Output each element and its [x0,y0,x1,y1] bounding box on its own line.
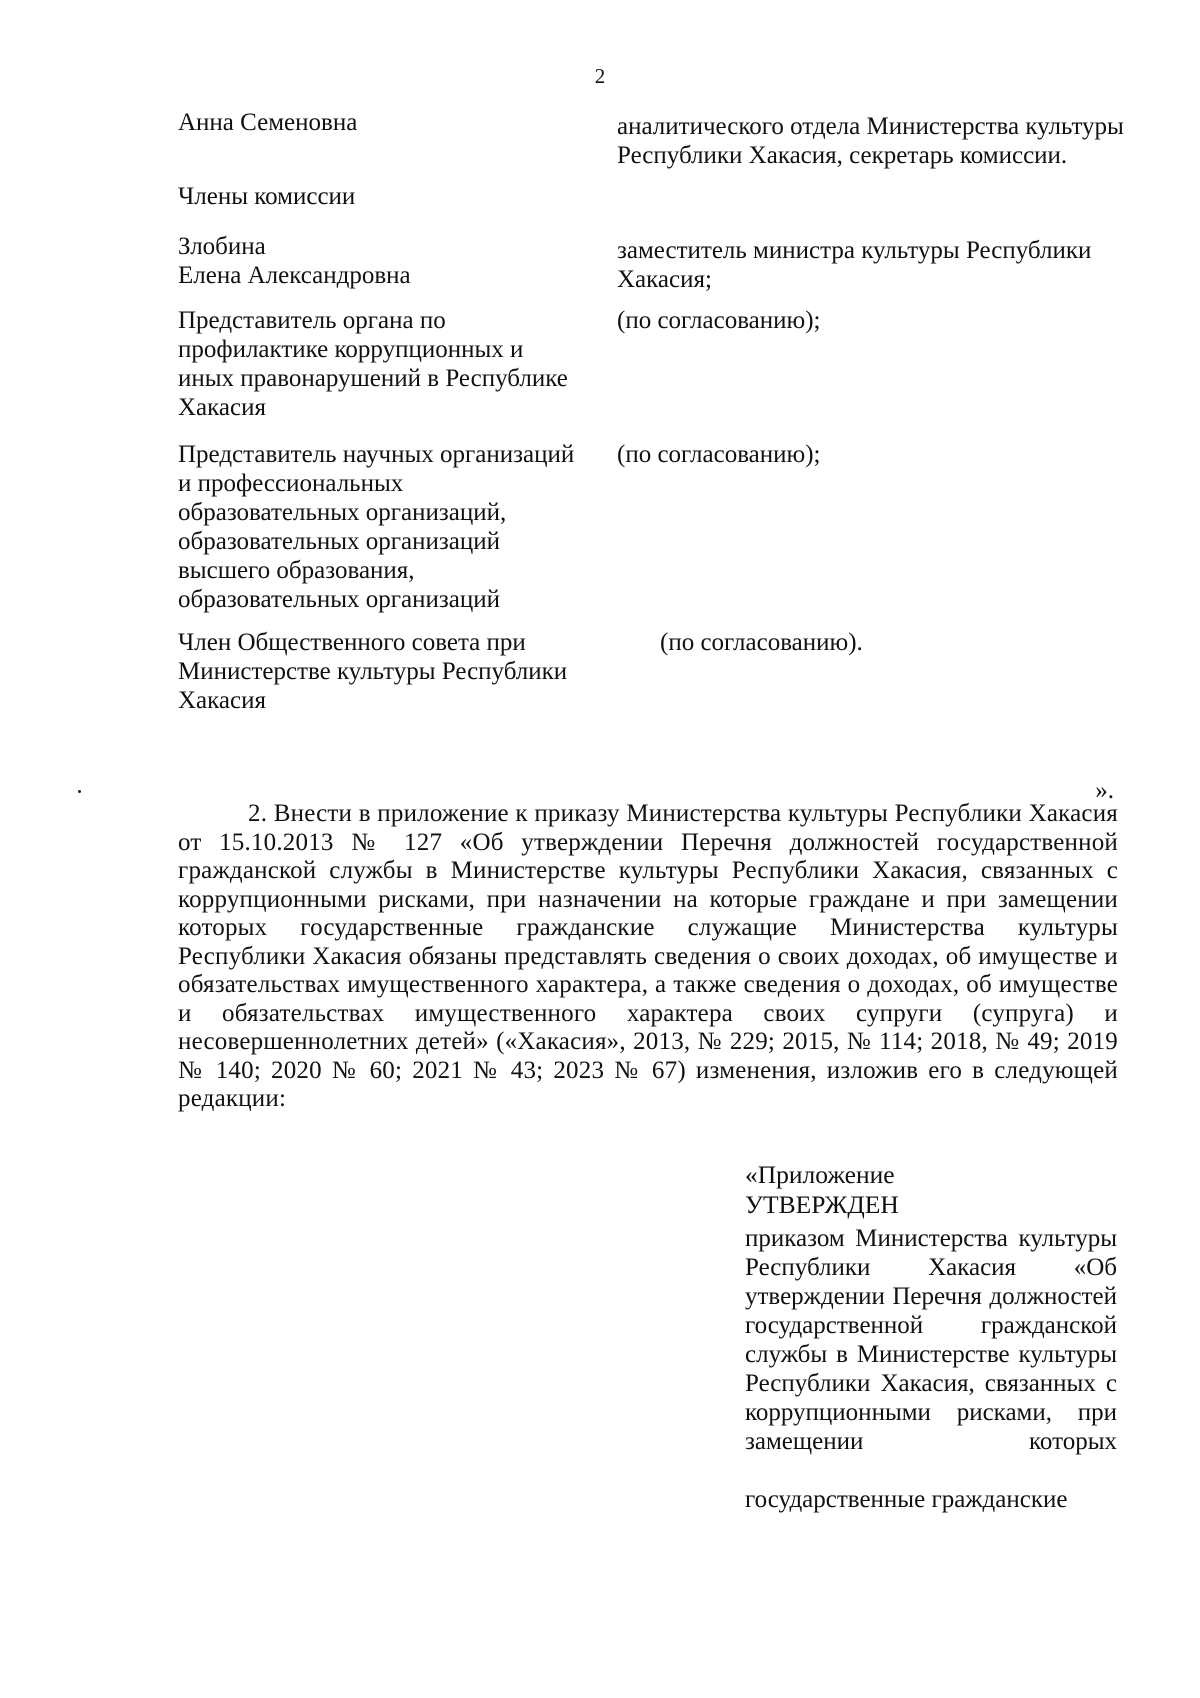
member-role-3: (по согласованию); [617,307,821,334]
page-number: 2 [594,64,606,88]
approval-last-line: государственные гражданские [745,1486,1068,1513]
member-role-5: (по согласованию). [660,629,863,656]
amendment-paragraph-text: 2. Внести в приложение к приказу Министерства культуры Республики Хакасия от 15.10.2013 № 127 «Об утверждении Перечня должностей государственной гражданской службы в Министерстве культуры Республики Хакасия, связанных с коррупционными рисками, при назначении на которые граждане и при замещении которых государственные гражданские служащие Министерства культуры Республики Хакасия обязаны представлять сведения о своих доходах, об имуществе и обязательствах имущественного характера, а также сведения о доходах, об имуществе и обязательствах имущественного характера своих супруги (супруга) и несовершеннолетних детей» («Хакасия», 2013, № 229; 2015, № 114; 2018, № 49; 2019 № 140; 2020 № 60; 2021 № 43; 2023 № 67) изменения, изложив его в следующей редакции: [178,800,1118,1112]
member-role-2: заместитель министра культуры Республики Хакасия; [617,237,1092,293]
scan-speck [78,790,81,793]
member-role-1: аналитического отдела Министерства культуры Республики Хакасия, секретарь комиссии. [617,113,1124,169]
amendment-paragraph [178,800,1118,1114]
members-heading: Члены комиссии [178,183,356,210]
member-name-4: Представитель научных организаций и профессиональных образовательных организаций, образовательных организаций высшего образования, образовательных организаций [178,441,575,613]
member-name-2: Злобина Елена Александровна [178,233,411,289]
member-name-5: Член Общественного совета при Министерстве культуры Республики Хакасия [178,629,568,714]
member-name-1: Анна Семеновна [178,109,358,136]
approval-header: «Приложение УТВЕРЖДЕН [745,1160,899,1219]
member-role-4: (по согласованию); [617,441,821,468]
approval-body: приказом Министерства культуры Республики Хакасия «Об утверждении Перечня должностей государственной гражданской службы в Министерстве культуры Республики Хакасия, связанных с коррупционными рисками, при замещении которых [745,1225,1117,1455]
closing-quote: ». [1095,777,1114,804]
member-name-3: Представитель органа по профилактике коррупционных и иных правонарушений в Республике Хакасия [178,307,568,421]
